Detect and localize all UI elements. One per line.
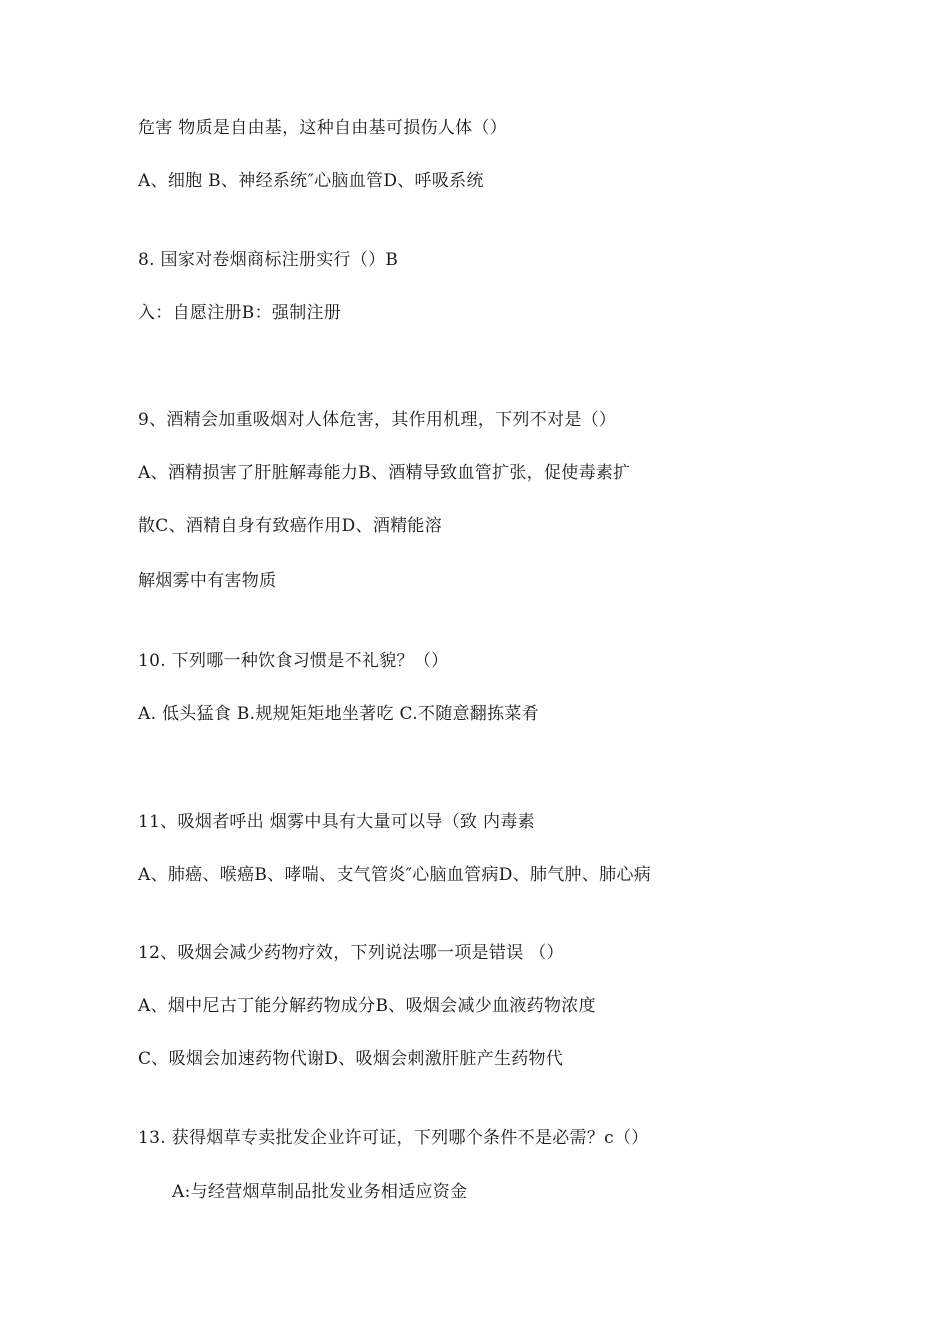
question-12-options-line-1: A、烟中尼古丁能分解药物成分B、吸烟会减少血液药物浓度 (138, 996, 596, 1016)
question-9-options-line-2: 散C、酒精自身有致癌作用D、酒精能溶 (138, 516, 443, 536)
question-10-stem: 10. 下列哪一种饮食习惯是不礼貌？（） (138, 651, 449, 671)
question-7-stem-continued: 危害 物质是自由基，这种自由基可损伤人体（） (138, 118, 508, 138)
question-13-stem: 13. 获得烟草专卖批发企业许可证，下列哪个条件不是必需？c（） (138, 1128, 649, 1148)
question-9-options-line-3: 解烟雾中有害物质 (138, 571, 277, 591)
question-9-stem: 9、酒精会加重吸烟对人体危害，其作用机理，下列不对是（） (138, 410, 617, 430)
question-11-stem: 11、吸烟者呼出 烟雾中具有大量可以导（致 内毒素 (138, 812, 535, 832)
question-11-options: A、肺癌、喉癌B、哮喘、支气管炎″心脑血管病D、肺气肿、肺心病 (138, 865, 652, 885)
question-10-options: A. 低头猛食 B.规规矩矩地坐著吃 C.不随意翻拣菜肴 (138, 704, 539, 724)
question-13-option-a: A:与经营烟草制品批发业务相适应资金 (172, 1182, 468, 1202)
question-7-options: A、细胞 B、神经系统″心脑血管D、呼吸系统 (138, 171, 484, 191)
question-8-stem: 8. 国家对卷烟商标注册实行（）B (138, 250, 399, 270)
question-12-stem: 12、吸烟会减少药物疗效，下列说法哪一项是错误 （） (138, 943, 564, 963)
question-12-options-line-2: C、吸烟会加速药物代谢D、吸烟会刺激肝脏产生药物代 (138, 1049, 564, 1069)
question-8-options: 入：自愿注册B：强制注册 (138, 303, 342, 323)
question-9-options-line-1: A、酒精损害了肝脏解毒能力B、酒精导致血管扩张，促使毒素扩 (138, 463, 631, 483)
